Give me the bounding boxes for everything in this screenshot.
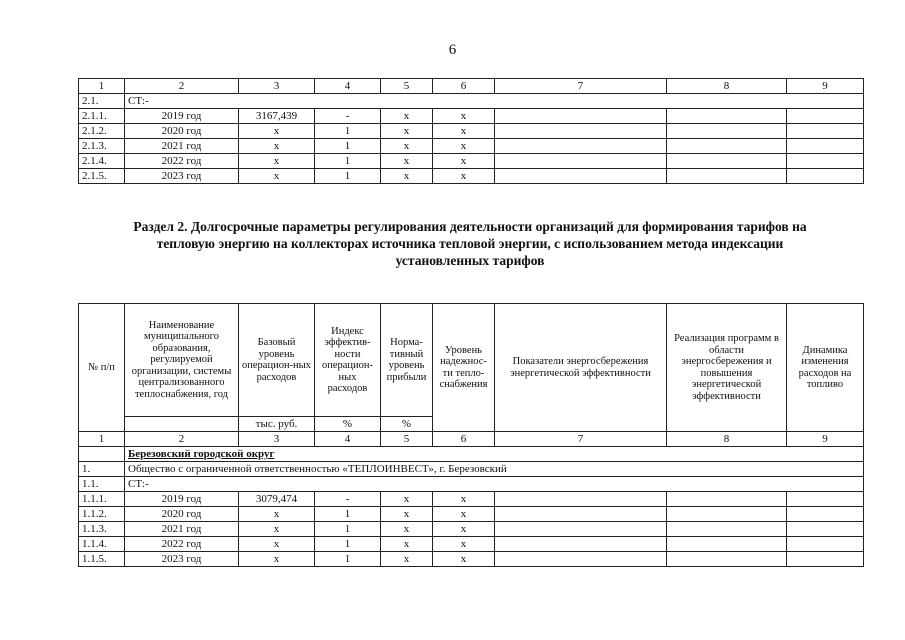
reliability-cell: х [433,109,495,124]
reliability-cell: х [433,507,495,522]
reliability-cell: х [433,169,495,184]
empty-cell [495,537,667,552]
efficiency-index-cell: 1 [315,507,381,522]
section-heading [80,218,860,269]
row-number: 1.1. [79,477,125,492]
header-number: № п/п [79,304,125,432]
efficiency-index-cell: 1 [315,124,381,139]
empty-cell [667,552,787,567]
year-cell: 2019 год [125,109,239,124]
profit-cell: х [381,522,433,537]
profit-cell: х [381,169,433,184]
table-row [79,492,864,507]
reliability-cell: х [433,139,495,154]
row-number: 1.1.2. [79,507,125,522]
district-row [79,447,864,462]
reliability-cell: х [433,522,495,537]
header-energy-indicators: Показатели энергосбережения энергетической эффективности [495,304,667,432]
col-number: 2 [125,79,239,94]
empty-cell [495,169,667,184]
empty-cell [667,169,787,184]
efficiency-index-cell: 1 [315,552,381,567]
empty-cell [787,492,864,507]
empty-cell [787,537,864,552]
empty-cell [667,522,787,537]
unit-profit: % [381,417,433,432]
base-cost-cell: 3167,439 [239,109,315,124]
col-number: 3 [239,79,315,94]
unit-empty [125,417,239,432]
section-row [79,477,864,492]
efficiency-index-cell: - [315,109,381,124]
table-row [79,154,864,169]
empty-cell [495,139,667,154]
header-name: Наименование муниципального образования, регулируемой организации, системы централизованного теплоснабжения, год [125,304,239,417]
empty-cell [787,109,864,124]
profit-cell: х [381,139,433,154]
col-number: 9 [787,79,864,94]
base-cost-cell: х [239,537,315,552]
row-number: 1.1.4. [79,537,125,552]
col-number: 6 [433,432,495,447]
col-number: 6 [433,79,495,94]
efficiency-index-cell: 1 [315,169,381,184]
empty-cell [495,154,667,169]
tariff-parameters-table [78,303,864,567]
header-row [79,304,864,417]
page-number: 6 [448,42,457,58]
empty-cell [787,154,864,169]
row-number: 2.1.5. [79,169,125,184]
profit-cell: х [381,109,433,124]
base-cost-cell: х [239,154,315,169]
table-row [79,507,864,522]
empty-cell [495,492,667,507]
empty-cell [495,522,667,537]
base-cost-cell: х [239,522,315,537]
section-row [79,94,864,109]
table-row [79,522,864,537]
year-cell: 2021 год [125,522,239,537]
profit-cell: х [381,492,433,507]
row-number: 2.1. [79,94,125,109]
header-energy-programs: Реализация программ в области энергосбережения и повышения энергетической эффективности [667,304,787,432]
base-cost-cell: 3079,474 [239,492,315,507]
col-number: 5 [381,432,433,447]
reliability-cell: х [433,552,495,567]
base-cost-cell: х [239,169,315,184]
profit-cell: х [381,552,433,567]
table-row [79,109,864,124]
empty-cell [667,537,787,552]
empty-cell [787,522,864,537]
header-numbers-row [79,432,864,447]
header-base-cost: Базовый уровень операцион-ных расходов [239,304,315,417]
year-cell: 2020 год [125,124,239,139]
empty-cell [495,552,667,567]
col-number: 2 [125,432,239,447]
empty-cell [667,109,787,124]
year-cell: 2021 год [125,139,239,154]
header-reliability: Уровень надежнос-ти тепло-снабжения [433,304,495,432]
profit-cell: х [381,124,433,139]
reliability-cell: х [433,492,495,507]
year-cell: 2019 год [125,492,239,507]
header-fuel-dynamics: Динамика изменения расходов на топливо [787,304,864,432]
base-cost-cell: х [239,124,315,139]
efficiency-index-cell: 1 [315,154,381,169]
col-number: 1 [79,79,125,94]
table-row [79,552,864,567]
col-number: 3 [239,432,315,447]
row-number: 2.1.4. [79,154,125,169]
empty-cell [787,552,864,567]
year-cell: 2023 год [125,169,239,184]
table-row [79,124,864,139]
col-number: 1 [79,432,125,447]
organization-row [79,462,864,477]
year-cell: 2022 год [125,154,239,169]
year-cell: 2020 год [125,507,239,522]
empty-cell [787,169,864,184]
col-number: 4 [315,432,381,447]
header-profit: Норма-тивный уровень прибыли [381,304,433,417]
base-cost-cell: х [239,552,315,567]
efficiency-index-cell: 1 [315,522,381,537]
profit-cell: х [381,537,433,552]
empty-cell [495,124,667,139]
col-number: 8 [667,79,787,94]
table-row [79,169,864,184]
empty-cell [495,109,667,124]
row-number: 2.1.3. [79,139,125,154]
efficiency-index-cell: - [315,492,381,507]
reliability-cell: х [433,537,495,552]
empty-cell [79,447,125,462]
table-row [79,139,864,154]
empty-cell [667,124,787,139]
tariff-table-continuation [78,78,864,184]
row-number: 1. [79,462,125,477]
header-efficiency-index: Индекс эффектив-ности операцион-ных расходов [315,304,381,417]
header-numbers-row [79,79,864,94]
empty-cell [667,507,787,522]
reliability-cell: х [433,154,495,169]
col-number: 7 [495,79,667,94]
unit-base-cost: тыс. руб. [239,417,315,432]
empty-cell [667,139,787,154]
col-number: 7 [495,432,667,447]
base-cost-cell: х [239,139,315,154]
table-row [79,537,864,552]
section-heading-line: Раздел 2. Долгосрочные параметры регулирования деятельности организаций для формирования тарифов на [133,219,807,234]
profit-cell: х [381,154,433,169]
efficiency-index-cell: 1 [315,139,381,154]
reliability-cell: х [433,124,495,139]
section-heading-line: тепловую энергию на коллекторах источника тепловой энергии, с использованием метода индексации [156,236,784,251]
efficiency-index-cell: 1 [315,537,381,552]
empty-cell [667,154,787,169]
profit-cell: х [381,507,433,522]
empty-cell [495,507,667,522]
row-number: 1.1.5. [79,552,125,567]
year-cell: 2022 год [125,537,239,552]
empty-cell [787,139,864,154]
base-cost-cell: х [239,507,315,522]
section-heading-line: установленных тарифов [395,253,545,268]
row-number: 2.1.2. [79,124,125,139]
row-number: 1.1.1. [79,492,125,507]
row-number: 1.1.3. [79,522,125,537]
empty-cell [787,507,864,522]
row-number: 2.1.1. [79,109,125,124]
unit-efficiency-index: % [315,417,381,432]
section-label: СТ:- [125,477,864,492]
section-label: СТ:- [125,94,864,109]
year-cell: 2023 год [125,552,239,567]
col-number: 5 [381,79,433,94]
empty-cell [667,492,787,507]
col-number: 9 [787,432,864,447]
col-number: 8 [667,432,787,447]
organization-name: Общество с ограниченной ответственностью «ТЕПЛОИНВЕСТ», г. Березовский [125,462,864,477]
empty-cell [787,124,864,139]
col-number: 4 [315,79,381,94]
district-name: Березовский городской округ [125,447,864,462]
